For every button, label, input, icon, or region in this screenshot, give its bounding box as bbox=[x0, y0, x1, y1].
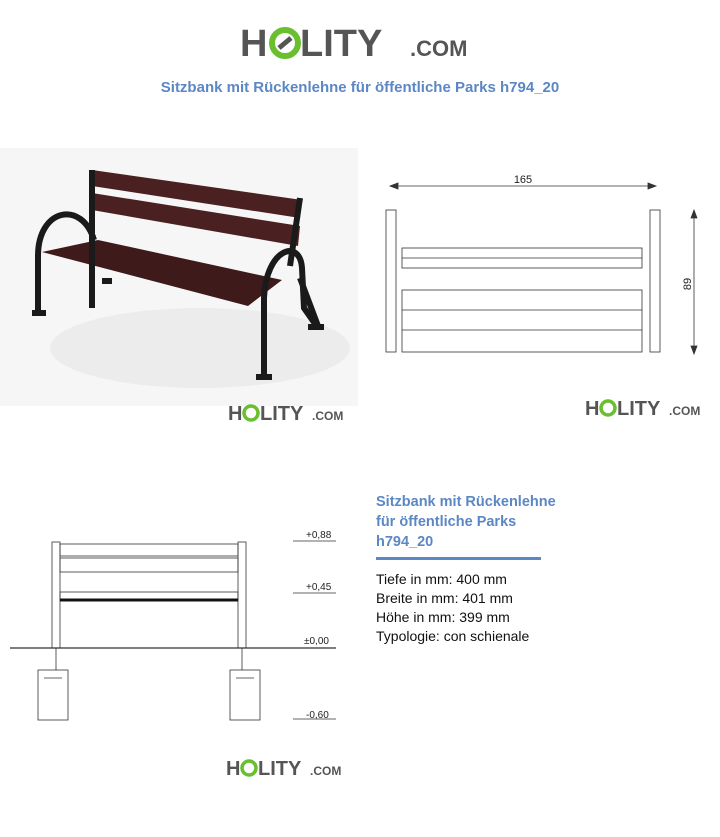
level-label: ±0,00 bbox=[304, 636, 329, 647]
page-title: Sitzbank mit Rückenlehne für öffentliche Parks h794_20 bbox=[160, 79, 560, 96]
info-title-line: Sitzbank mit Rückenlehne bbox=[376, 494, 556, 510]
svg-text:.COM: .COM bbox=[310, 764, 342, 778]
top-view-drawing bbox=[380, 168, 700, 358]
spec-depth: Tiefe in mm: 400 mm bbox=[376, 571, 507, 587]
holity-logo-small bbox=[585, 394, 701, 420]
product-photo bbox=[0, 148, 358, 406]
svg-text:H: H bbox=[585, 398, 600, 420]
level-label: +0,88 bbox=[306, 530, 332, 541]
spec-height: Höhe in mm: 399 mm bbox=[376, 609, 510, 625]
logo-domain: .COM bbox=[410, 36, 468, 61]
logo-letter-h: H bbox=[240, 23, 268, 65]
logo-ring-icon bbox=[242, 761, 256, 775]
info-title-line: für öffentliche Parks bbox=[376, 514, 517, 530]
holity-logo-small bbox=[226, 754, 342, 780]
level-label: +0,45 bbox=[306, 582, 332, 593]
svg-text:LITY: LITY bbox=[260, 403, 304, 425]
svg-text:.COM: .COM bbox=[312, 409, 344, 423]
logo-ring-icon bbox=[601, 401, 615, 415]
height-dimension-label: 89 bbox=[682, 277, 694, 291]
spec-width: Breite in mm: 401 mm bbox=[376, 590, 513, 606]
logo-word: LITY bbox=[300, 23, 383, 65]
svg-text:LITY: LITY bbox=[617, 398, 661, 420]
logo-ring-icon bbox=[244, 406, 258, 420]
svg-text:H: H bbox=[226, 758, 241, 780]
width-dimension-label: 165 bbox=[513, 174, 533, 186]
holity-logo-small bbox=[228, 399, 344, 425]
product-info bbox=[376, 492, 596, 646]
title-divider bbox=[376, 557, 541, 560]
holity-logo bbox=[240, 18, 480, 66]
level-label: -0,60 bbox=[306, 710, 329, 721]
svg-text:.COM: .COM bbox=[669, 404, 701, 418]
logo-ring-icon bbox=[272, 30, 298, 56]
info-title-line: h794_20 bbox=[376, 534, 434, 550]
svg-text:LITY: LITY bbox=[258, 758, 302, 780]
side-view-drawing bbox=[0, 520, 350, 730]
spec-typology: Typologie: con schienale bbox=[376, 628, 530, 644]
svg-text:H: H bbox=[228, 403, 243, 425]
